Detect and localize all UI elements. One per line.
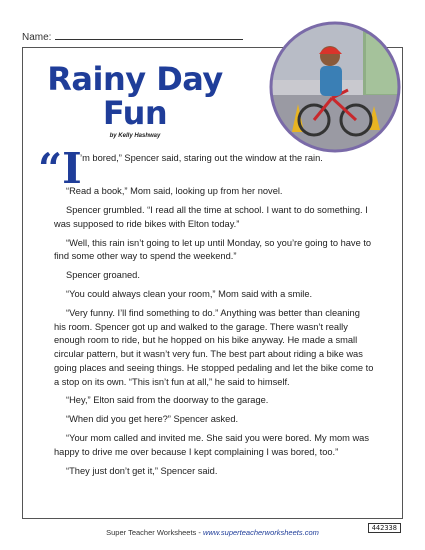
footer-url-link[interactable]: www.superteacherworksheets.com bbox=[202, 528, 319, 537]
story-text bbox=[38, 144, 374, 484]
paragraph-7: “Very funny. I’ll find something to do.” Anything was better than cleaning his room. Spencer got up and walked to the garage. There wasn’t really enough room to ride, but he hopped on his bike anyway. He made a small circular pattern, but it wasn’t very fun. The best part about riding a bike was going places and seeing things. He stopped pedaling and let the bike come to a stop on its own. “This isn’t fun at all,” he said to himself. bbox=[54, 308, 374, 387]
paragraph-2: “Read a book,” Mom said, looking up from her novel. bbox=[66, 186, 283, 197]
title-line-2: Fun bbox=[102, 94, 168, 132]
paragraph-1: “I ’m bored,” Spencer said, staring out the window at the rain. bbox=[38, 144, 323, 193]
name-line bbox=[55, 30, 243, 40]
paragraph-11: “They just don’t get it,” Spencer said. bbox=[66, 465, 218, 476]
paragraph-5: Spencer groaned. bbox=[66, 270, 140, 281]
paragraph-3: Spencer grumbled. “I read all the time at school. I want to do something. I was supposed to ride bikes with Elton today.” bbox=[54, 205, 368, 229]
footer-prefix: Super Teacher Worksheets - bbox=[106, 528, 203, 537]
paragraph-10: “Your mom called and invited me. She said you were bored. My mom was happy to drive me over because I kept complaining I was bored, too.” bbox=[54, 433, 369, 457]
name-field bbox=[22, 30, 243, 43]
byline: by Kelly Hashway bbox=[109, 133, 161, 139]
paragraph-8: “Hey,” Elton said from the doorway to the garage. bbox=[66, 395, 269, 406]
paragraph-6: “You could always clean your room,” Mom said with a smile. bbox=[66, 289, 313, 300]
title-line-1: Rainy Day bbox=[47, 60, 223, 98]
name-label: Name: bbox=[22, 32, 52, 43]
drop-cap: “I bbox=[38, 144, 82, 193]
worksheet-code: 442338 bbox=[368, 523, 401, 533]
paragraph-4: “Well, this rain isn’t going to let up until Monday, so you’re going to have to find some other way to spend the weekend.” bbox=[54, 237, 372, 262]
paragraph-9: “When did you get here?” Spencer asked. bbox=[66, 414, 239, 425]
bike-illustration bbox=[268, 20, 402, 154]
footer bbox=[0, 528, 425, 537]
story-title bbox=[40, 62, 230, 130]
